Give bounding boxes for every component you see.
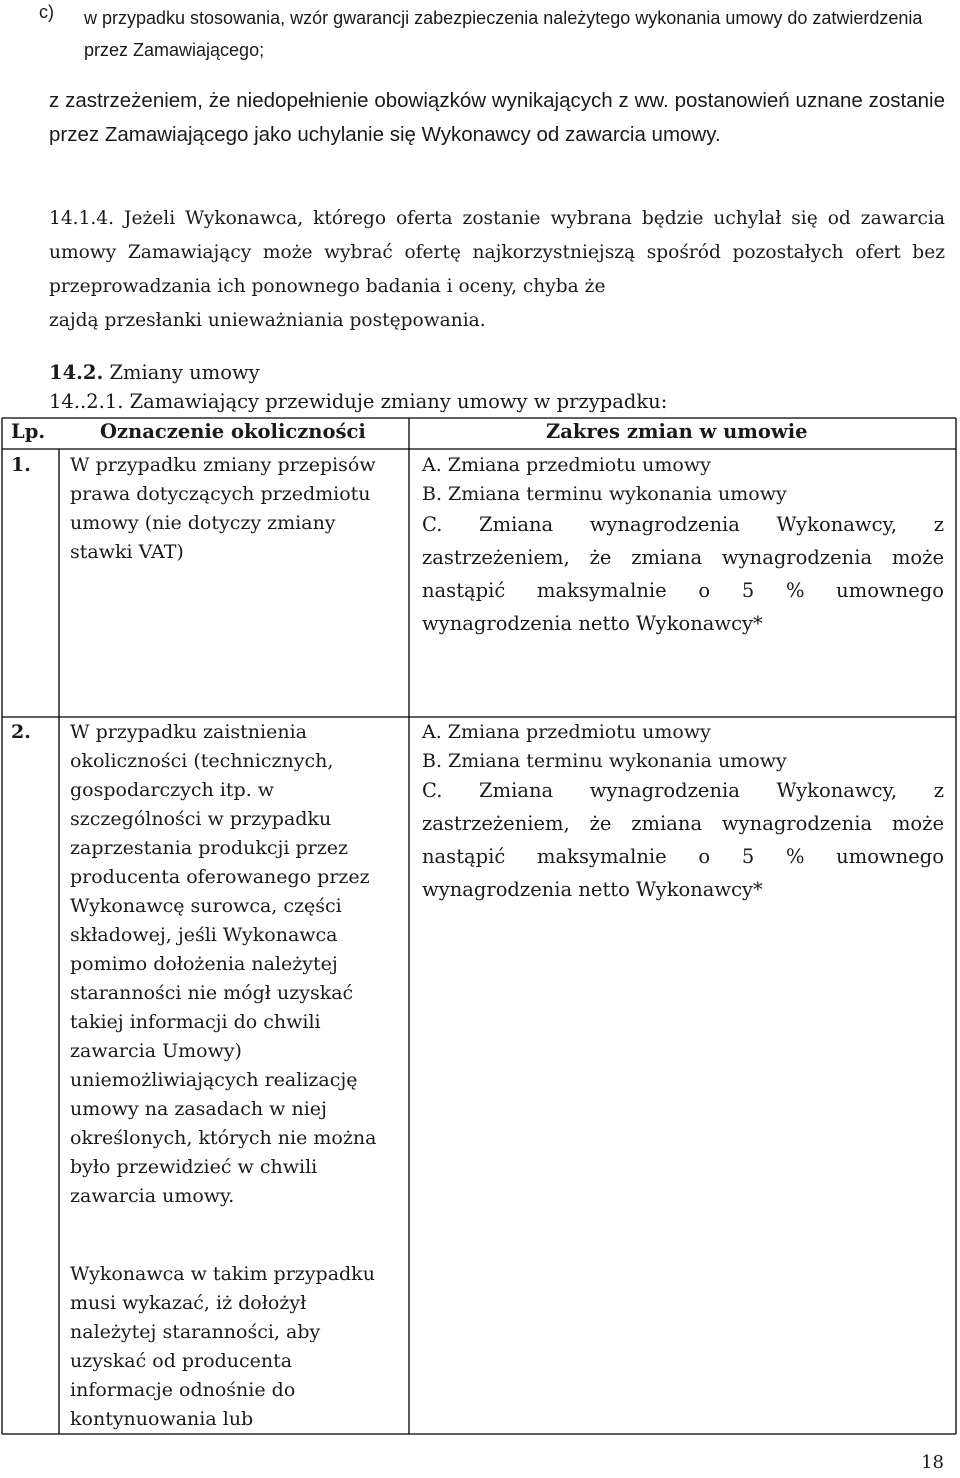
page-number: 18 <box>921 1452 944 1473</box>
reservation-paragraph: z zastrzeżeniem, że niedopełnienie obowiązków wynikających z ww. postanowień uznane zostanie przez Zamawiającego jako uchylanie się Wykonawcy od zawarcia umowy. <box>49 89 945 146</box>
list-marker-c: c) <box>39 2 54 22</box>
section-14-2-title: Zmiany umowy <box>109 361 260 384</box>
row-2-scope-b: B. Zmiana terminu wykonania umowy <box>422 750 787 772</box>
section-14-2-heading <box>49 358 260 388</box>
paragraph-14-1-4 <box>49 202 945 338</box>
section-14-2-number: 14.2. <box>49 361 104 384</box>
table-header-lp: Lp. <box>11 420 46 443</box>
paragraph-14-1-4-body: 14.1.4. Jeżeli Wykonawca, którego oferta zostanie wybrana będzie uchylał się od zawarcia umowy Zamawiający może wybrać ofertę najkorzystniejszą spośród pozostałych ofert bez przeprowadzania ich ponownego badania i oceny, chyba że <box>49 208 945 297</box>
paragraph-14-1-4-last-line: zajdą przesłanki unieważniania postępowania. <box>49 310 486 331</box>
row-2-lp: 2. <box>11 721 31 743</box>
row-1-scope-a: A. Zmiana przedmiotu umowy <box>422 454 711 476</box>
row-2-circumstance: W przypadku zaistnienia okoliczności (technicznych, gospodarczych itp. w szczególności w przypadku zaprzestania produkcji przez producenta oferowanego przez Wykonawcę surowca, części składowej, jeśli Wykonawca pomimo dołożenia należytej staranności nie mógł uzyskać takiej informacji do chwili zawarcia Umowy) uniemożliwiających realizację umowy na zasadach w niej określonych, których nie można było przewidzieć w chwili zawarcia umowy. <box>70 721 377 1207</box>
row-2-circumstance-note: Wykonawca w takim przypadku musi wykazać, iż dołożył należytej staranności, aby uzyskać od producenta informacje odnośnie do kontynuowania lub <box>70 1263 375 1430</box>
row-1-scope-b: B. Zmiana terminu wykonania umowy <box>422 483 787 505</box>
row-1-lp: 1. <box>11 454 31 476</box>
table-header-circumstance: Oznaczenie okoliczności <box>100 420 366 443</box>
clause-c-text: w przypadku stosowania, wzór gwarancji zabezpieczenia należytego wykonania umowy do zatwierdzenia przez Zamawiającego; <box>84 8 923 60</box>
section-14-2-1-heading: 14..2.1. Zamawiający przewiduje zmiany umowy w przypadku: <box>49 390 668 413</box>
row-1-circumstance: W przypadku zmiany przepisów prawa dotyczących przedmiotu umowy (nie dotyczy zmiany stawki VAT) <box>70 454 376 563</box>
row-2-scope-a: A. Zmiana przedmiotu umowy <box>422 721 711 743</box>
row-1-scope-c: C. Zmiana wynagrodzenia Wykonawcy, z zastrzeżeniem, że zmiana wynagrodzenia może nastąpić maksymalnie o 5 % umownego wynagrodzenia netto Wykonawcy* <box>422 513 944 635</box>
table-header-scope: Zakres zmian w umowie <box>546 420 808 443</box>
row-2-scope-c: C. Zmiana wynagrodzenia Wykonawcy, z zastrzeżeniem, że zmiana wynagrodzenia może nastąpić maksymalnie o 5 % umownego wynagrodzenia netto Wykonawcy* <box>422 779 944 901</box>
